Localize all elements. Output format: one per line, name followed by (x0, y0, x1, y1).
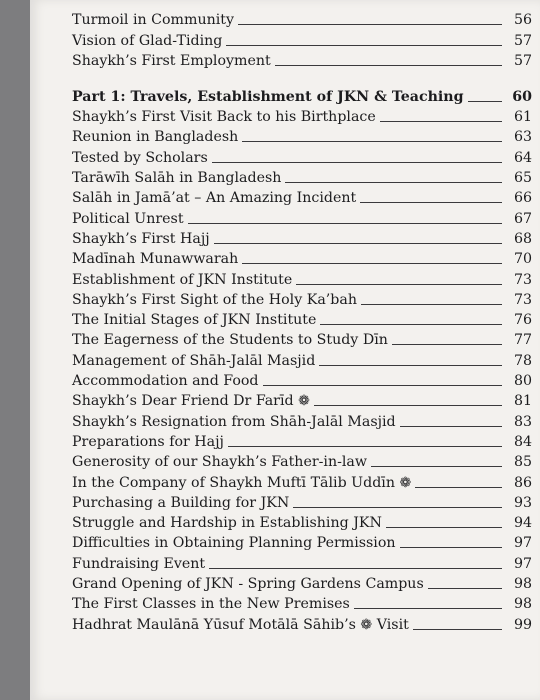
toc-entry-title: Purchasing a Building for JKN (72, 494, 290, 511)
toc-entry-page: 77 (513, 332, 532, 349)
toc-entry (72, 308, 532, 328)
toc-entry-page: 97 (513, 555, 532, 572)
leader-line (354, 607, 502, 609)
toc-entry (72, 8, 532, 28)
toc-entry-title: Hadhrat Maulānā Yūsuf Motālā Sāhib’s ❁ Visit (72, 616, 409, 633)
toc-entry (72, 551, 532, 571)
toc-entry-title: Struggle and Hardship in Establishing JKN (72, 515, 382, 532)
leader-line (226, 44, 502, 46)
toc-entry-page: 60 (512, 88, 532, 105)
toc-entry-title: Shaykh’s Dear Friend Dr Farīd ❁ (72, 393, 310, 410)
leader-line (392, 343, 502, 345)
toc-entry (72, 531, 532, 551)
toc-entry-title: Vision of Glad-Tiding (72, 32, 223, 49)
leader-line (371, 465, 502, 467)
toc-entry (72, 348, 532, 368)
toc-entry-title: The Initial Stages of JKN Institute (72, 312, 317, 329)
leader-line (361, 303, 502, 305)
toc-entry-title: Shaykh’s First Employment (72, 52, 271, 69)
toc-entry-page: 93 (513, 494, 532, 511)
toc-entry-page: 68 (513, 230, 532, 247)
toc-entry-page: 66 (513, 190, 532, 207)
toc-entry-page: 98 (513, 576, 532, 593)
toc-entry-title: Accommodation and Food (72, 373, 259, 390)
leader-line (263, 384, 502, 386)
toc-entry-page: 76 (513, 312, 532, 329)
toc-entry-title: Reunion in Bangladesh (72, 129, 239, 146)
toc-entry-page: 99 (513, 616, 532, 633)
toc-entry-title: Management of Shāh-Jalāl Masjid (72, 352, 316, 369)
leader-line (400, 546, 502, 548)
leader-line (415, 486, 502, 488)
toc-entry (72, 247, 532, 267)
toc-entry (72, 328, 532, 348)
toc-entry-page: 73 (513, 271, 532, 288)
toc-entry-page: 73 (513, 291, 532, 308)
toc-entry-page: 86 (513, 474, 532, 491)
toc-entry-title: Establishment of JKN Institute (72, 271, 293, 288)
toc-entry (72, 28, 532, 48)
leader-line (468, 100, 502, 102)
leader-line (214, 242, 502, 244)
toc-entry (72, 612, 532, 632)
toc-entry (72, 409, 532, 429)
toc-entry-page: 83 (513, 413, 532, 430)
leader-line (242, 262, 502, 264)
toc-entry-page: 56 (513, 12, 532, 29)
toc-entry (72, 166, 532, 186)
toc-entry (72, 592, 532, 612)
table-of-contents (72, 8, 532, 633)
toc-entry (72, 186, 532, 206)
toc-entry (72, 430, 532, 450)
toc-entry (72, 572, 532, 592)
toc-entry (72, 511, 532, 531)
toc-entry-title: In the Company of Shaykh Muftī Tālib Uddīn ❁ (72, 474, 412, 491)
toc-entry-title: Difficulties in Obtaining Planning Permission (72, 535, 396, 552)
leader-line (275, 64, 502, 66)
toc-entry (72, 470, 532, 490)
toc-entry-page: 64 (513, 149, 532, 166)
leader-line (242, 140, 502, 142)
toc-entry-title: Grand Opening of JKN - Spring Gardens Campus (72, 576, 424, 593)
toc-entry-page: 85 (513, 454, 532, 471)
leader-line (413, 628, 502, 630)
toc-entry-page: 81 (513, 393, 532, 410)
toc-entry-page: 70 (513, 251, 532, 268)
toc-entry (72, 267, 532, 287)
toc-entry-title: The First Classes in the New Premises (72, 596, 350, 613)
toc-entry-title: Preparations for Hajj (72, 433, 224, 450)
toc-entry-page: 63 (513, 129, 532, 146)
toc-entry-title: Part 1: Travels, Establishment of JKN & Teaching (72, 88, 464, 105)
leader-line (360, 201, 502, 203)
leader-line (209, 567, 502, 569)
toc-entry (72, 105, 532, 125)
toc-entry-title: Fundraising Event (72, 555, 206, 572)
toc-entry (72, 206, 532, 226)
toc-entry-page: 80 (513, 373, 532, 390)
leader-line (228, 445, 502, 447)
toc-entry-title: Madīnah Munawwarah (72, 251, 239, 268)
leader-line (400, 425, 502, 427)
leader-line (380, 120, 502, 122)
toc-entry-title: The Eagerness of the Students to Study Dīn (72, 332, 388, 349)
toc-entry (72, 227, 532, 247)
toc-entry-title: Tarāwīh Salāh in Bangladesh (72, 170, 282, 187)
toc-entry (72, 49, 532, 69)
leader-line (314, 404, 502, 406)
toc-entry-title: Shaykh’s First Sight of the Holy Ka’bah (72, 291, 357, 308)
toc-entry (72, 145, 532, 165)
leader-line (320, 323, 502, 325)
toc-entry (72, 450, 532, 470)
toc-entry-title: Generosity of our Shaykh’s Father-in-law (72, 454, 368, 471)
toc-entry-page: 65 (513, 170, 532, 187)
toc-entry-title: Political Unrest (72, 210, 184, 227)
leader-line (212, 161, 502, 163)
leader-line (386, 526, 502, 528)
toc-part-heading (72, 81, 532, 105)
toc-entry-page: 61 (513, 109, 532, 126)
toc-entry-page: 78 (513, 352, 532, 369)
leader-line (188, 222, 502, 224)
book-page (30, 0, 540, 700)
leader-line (293, 506, 502, 508)
toc-entry-page: 97 (513, 535, 532, 552)
toc-entry-title: Shaykh’s Resignation from Shāh-Jalāl Masjid (72, 413, 396, 430)
leader-line (428, 587, 502, 589)
toc-entry (72, 288, 532, 308)
toc-entry-page: 94 (513, 515, 532, 532)
leader-line (285, 181, 502, 183)
toc-entry-page: 84 (513, 433, 532, 450)
leader-line (238, 23, 502, 25)
leader-line (319, 364, 502, 366)
toc-entry-page: 98 (513, 596, 532, 613)
toc-entry (72, 389, 532, 409)
toc-entry-page: 57 (513, 32, 532, 49)
toc-entry-title: Turmoil in Community (72, 12, 234, 29)
toc-entry-title: Shaykh’s First Visit Back to his Birthplace (72, 109, 376, 126)
toc-entry (72, 491, 532, 511)
toc-entry (72, 369, 532, 389)
toc-entry-page: 57 (513, 52, 532, 69)
toc-entry-title: Salāh in Jamā’at – An Amazing Incident (72, 190, 357, 207)
toc-entry (72, 125, 532, 145)
toc-entry-title: Shaykh’s First Hajj (72, 230, 210, 247)
toc-entry-title: Tested by Scholars (72, 149, 208, 166)
toc-entry-page: 67 (513, 210, 532, 227)
leader-line (296, 283, 502, 285)
